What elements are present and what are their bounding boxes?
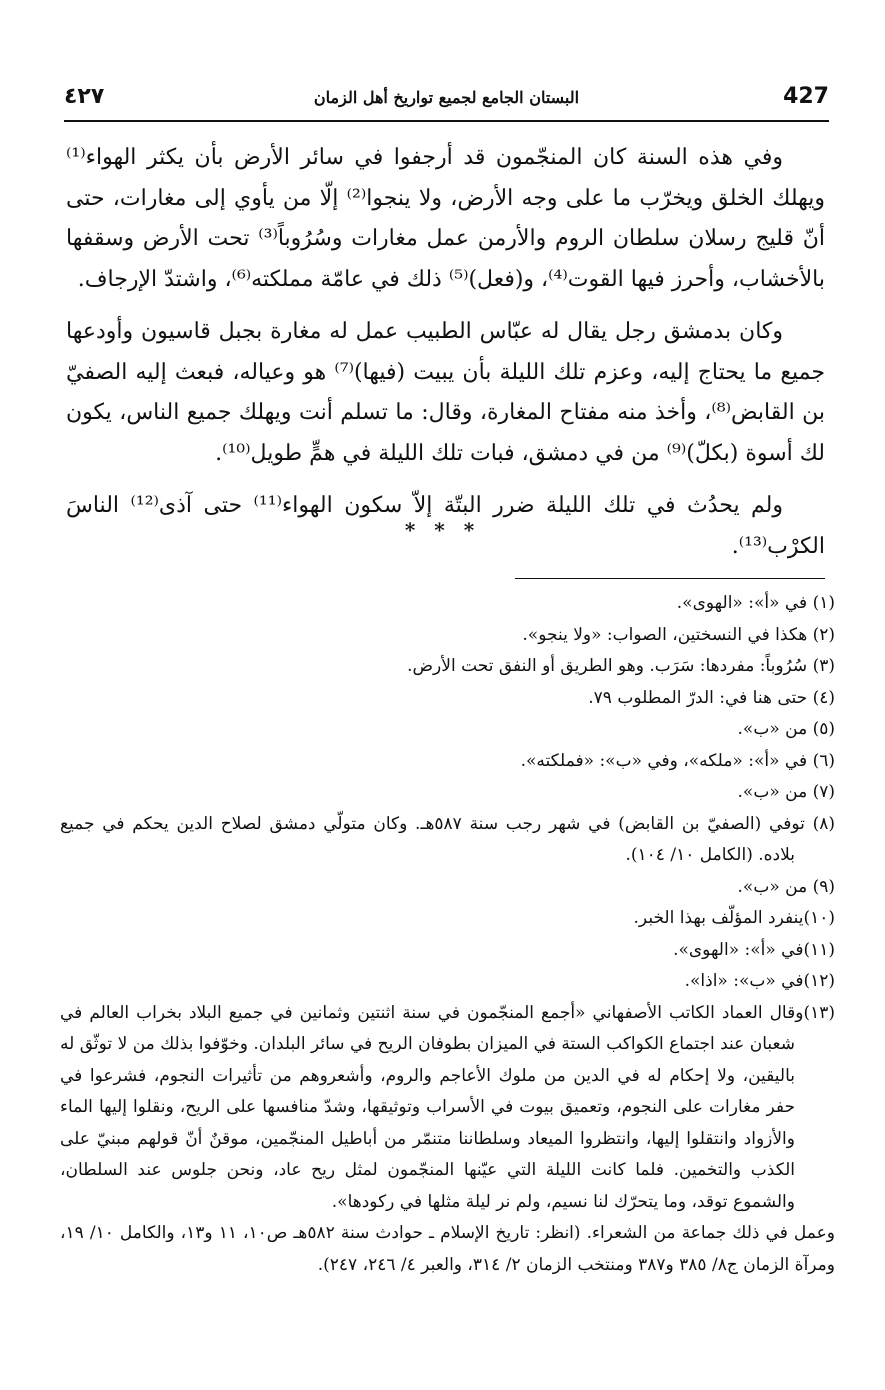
footnote: (٨) توفي (الصفيّ بن القابض) في شهر رجب سنة ٥٨٧هـ. وكان متولّي دمشق لصلاح الدين يحكم في جميع بلاده. (الكامل ١٠/ ١٠٤). (60, 813, 835, 865)
footnotes (60, 588, 835, 1281)
footnote: (٥) من «ب». (737, 719, 835, 739)
footnote: (٢) هكذا في النسختين، الصواب: «ولا ينجو». (522, 624, 835, 645)
footnote: (١٢)في «ب»: «اذا». (684, 971, 835, 991)
footnote: (٦) في «أ»: «ملكه»، وفي «ب»: «فملكته». (520, 750, 835, 771)
footnote-rule (515, 578, 825, 579)
page-number-latin: 427 (783, 84, 829, 109)
footnote: (٩) من «ب». (737, 876, 835, 897)
paragraph: وفي هذه السنة كان المنجّمون قد أرجفوا في سائر الأرض بأن يكثر الهواء⁽¹⁾ ويهلك الخلق ويخرّب ما على وجه الأرض، ولا ينجوا⁽²⁾ إلّا من يأوي إلى مغارات، حتى أنّ قليج رسلان سلطان الروم والأرمن عمل مغارات وسُرُوباً⁽³⁾ تحت الأرض وسقفها بالأخشاب، وأحرز فيها القوت⁽⁴⁾، و(فعل)⁽⁵⁾ ذلك في عامّة مملكته⁽⁶⁾، واشتدّ الإرجاف. (66, 145, 825, 292)
page-number-arabic: ٤٢٧ (64, 84, 105, 109)
paragraph: ولم يحدُث في تلك الليلة ضرر البتّة إلاّ سكون الهواء⁽¹¹⁾ حتى آذى⁽¹²⁾ الناسَ الكرْب⁽¹³⁾. (66, 493, 825, 559)
paragraph: وكان بدمشق رجل يقال له عبّاس الطبيب عمل له مغارة بجبل قاسيون وأودعها جميع ما يحتاج إليه، وعزم تلك الليلة بأن يبيت (فيها)⁽⁷⁾ هو وعياله، فبعث إليه الصفيّ بن القابض⁽⁸⁾، وأخذ منه مفتاح المغارة، وقال: ما تسلم أنت ويهلك جميع الناس، يكون لك أسوة (بكلّ)⁽⁹⁾ من في دمشق، فبات تلك الليلة في همٍّ طويل⁽¹⁰⁾. (66, 319, 825, 466)
footnote: (١١)في «أ»: «الهوى». (673, 939, 835, 960)
footnote-continuation: وعمل في ذلك جماعة من الشعراء. (انظر: تاريخ الإسلام ـ حوادث سنة ٥٨٢هـ ص١٠، ١١ و١٣، والكامل ١٠/ ١٩، ومرآة الزمان ج٨/ ٣٨٥ و٣٨٧ ومنتخب الزمان ٢/ ٣١٤، والعبر ٤/ ٢٤٦، ٢٤٧). (60, 1223, 835, 1275)
section-separator: * * * (404, 518, 481, 542)
footnote: (٧) من «ب». (737, 782, 835, 802)
running-title: البستان الجامع لجميع تواريخ أهل الزمان (313, 88, 580, 107)
footnote: (٣) سُرُوباً: مفردها: سَرَب. وهو الطريق أو النفق تحت الأرض. (407, 656, 835, 676)
running-header (64, 80, 829, 116)
footnote: (١) في «أ»: «الهوى». (676, 593, 835, 613)
footnote: (٤) حتى هنا في: الدرّ المطلوب ٧٩. (588, 687, 835, 708)
footnote: (١٣)وقال العماد الكاتب الأصفهاني «أجمع المنجّمون في سنة اثنتين وثمانين في جميع البلاد بخراب العالم في شعبان عند اجتماع الكواكب الستة في الميزان بطوفان الريح في سائر البلدان. وخوّفوا بذلك من لا توثّق له باليقين، ولا إحكام له في الدين من ملوك الأعاجم والروم، وأشعروهم من تأثيرات النجوم، فشرعوا في حفر مغارات على النجوم، وتعميق بيوت في الأسراب وتوثيقها، وشدّ منافسها على الريح، ونقلوا إليها الماء والأزواد وانتقلوا إليها، وانتظروا الميعاد وسلطاننا متنمّر من أباطيل المنجّمين، موقنٌ أنّ قولهم مبنيّ على الكذب والتخمين. فلما كانت الليلة التي عيّنها المنجّمون لمثل ريح عاد، ونحن جلوس عند السلطان، والشموع توقد، وما يتحرّك لنا نسيم، ولم نر ليلة مثلها في ركودها». (60, 1002, 835, 1212)
main-text (66, 138, 825, 567)
footnote: (١٠)ينفرد المؤلّف بهذا الخبر. (633, 908, 835, 928)
header-rule (64, 120, 829, 122)
